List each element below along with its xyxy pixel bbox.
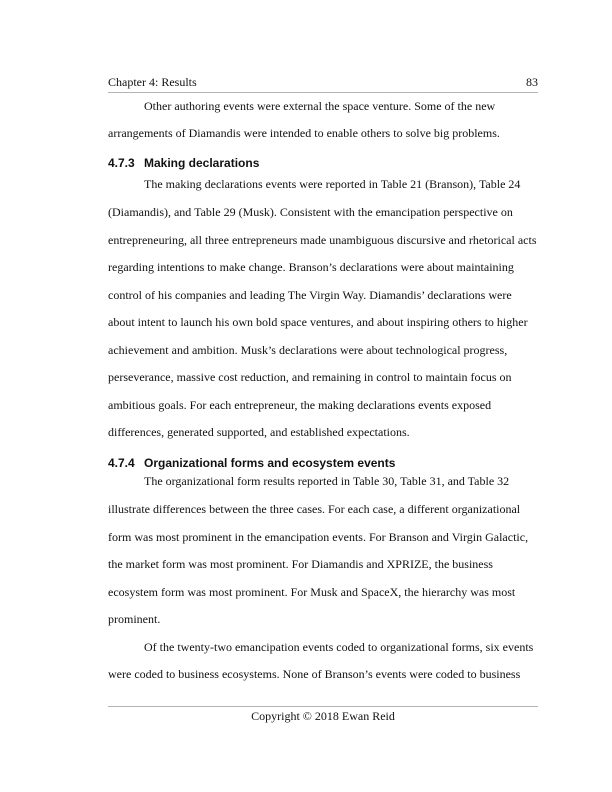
section-number: 4.7.3 [108,156,135,170]
paragraph-line: Other authoring events were external the space venture. Some of the new [144,99,496,113]
paragraph-line: differences, generated supported, and established expectations. [108,425,410,439]
footer-divider [108,706,538,707]
section-title: Organizational forms and ecosystem events [144,456,396,470]
paragraph-line: control of his companies and leading The Virgin Way. Diamandis’ declarations were [108,288,512,302]
paragraph-line: ecosystem form was most prominent. For Musk and SpaceX, the hierarchy was most [108,585,516,599]
running-header-chapter: Chapter 4: Results [108,75,197,89]
paragraph-line: achievement and ambition. Musk’s declarations were about technological progress, [108,343,508,357]
paragraph-line: The organizational form results reported in Table 30, Table 31, and Table 32 [144,474,510,488]
paragraph-line: prominent. [108,612,161,626]
paragraph-line: form was most prominent in the emancipation events. For Branson and Virgin Galactic, [108,530,529,544]
paragraph-line: The making declarations events were reported in Table 21 (Branson), Table 24 [144,177,521,191]
section-number: 4.7.4 [108,456,135,470]
paragraph-line: regarding intentions to make change. Branson’s declarations were about maintaining [108,260,514,274]
section-heading-4-7-3 [108,156,259,170]
header-divider [108,92,538,93]
paragraph-line: were coded to business ecosystems. None of Branson’s events were coded to business [108,667,521,681]
paragraph-line: about intent to launch his own bold space ventures, and about inspiring others to higher [108,315,528,329]
paragraph-line: illustrate differences between the three cases. For each case, a different organizational [108,502,521,516]
paragraph-line: Of the twenty-two emancipation events coded to organizational forms, six events [144,640,534,654]
section-heading-4-7-4 [108,456,395,470]
paragraph-line: arrangements of Diamandis were intended to enable others to solve big problems. [108,126,500,140]
page-number: 83 [526,75,538,89]
section-title: Making declarations [144,156,260,170]
paragraph-line: the market form was most prominent. For Diamandis and XPRIZE, the business [108,557,493,571]
paragraph-line: (Diamandis), and Table 29 (Musk). Consistent with the emancipation perspective on [108,205,513,219]
paragraph-line: entrepreneuring, all three entrepreneurs made unambiguous discursive and rhetorical acts [108,233,537,247]
copyright-footer: Copyright © 2018 Ewan Reid [251,709,395,723]
paragraph-line: ambitious goals. For each entrepreneur, the making declarations events exposed [108,398,492,412]
paragraph-line: perseverance, massive cost reduction, and remaining in control to maintain focus on [108,370,512,384]
